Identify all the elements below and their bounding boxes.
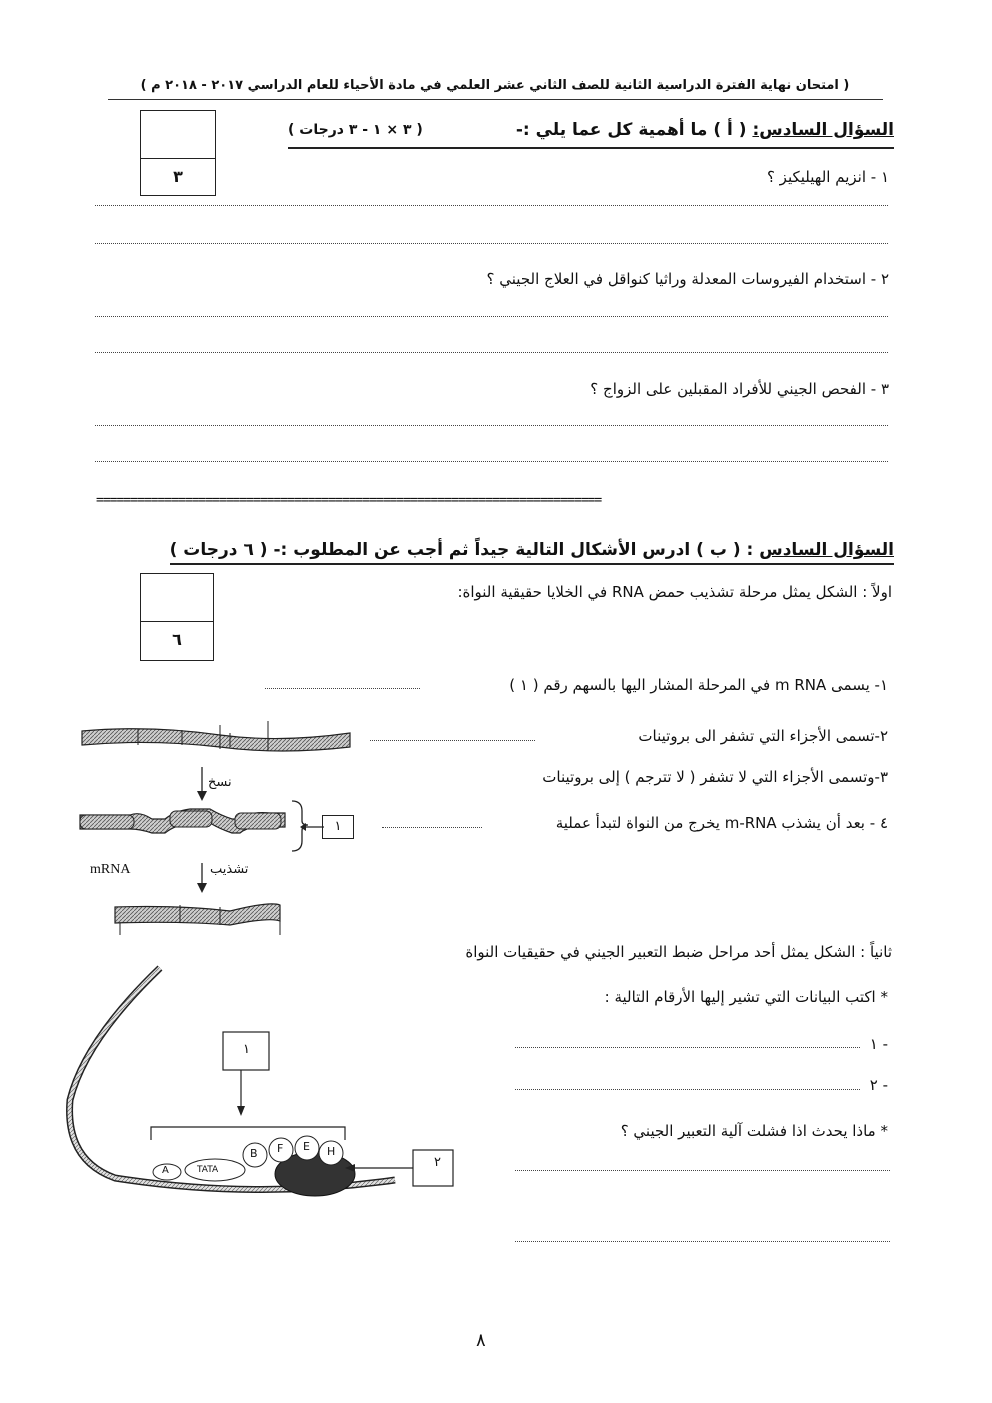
factor-label-h: H <box>327 1145 336 1158</box>
answer-line[interactable] <box>515 1047 860 1048</box>
arrow-1-box: ١ <box>322 815 354 839</box>
part1-item-3: ٣-وتسمى الأجزاء التي لا تشفر ( لا تترجم ) إلى بروتينات <box>542 768 888 786</box>
page-number: ٨ <box>476 1330 486 1351</box>
section-b-underline <box>170 563 894 565</box>
label-transcription: نسخ <box>208 775 232 790</box>
section-a-subtitle: ( أ ) ما أهمية كل عما يلي :- <box>515 120 747 140</box>
part2-question: * ماذا يحدث اذا فشلت آلية التعبير الجيني ؟ <box>620 1122 888 1140</box>
part1-item-4: ٤ - بعد أن يشذب m-RNA يخرج من النواة لتبدأ عملية <box>555 814 888 832</box>
answer-line[interactable] <box>95 425 888 426</box>
answer-line[interactable] <box>95 352 888 353</box>
part1-item-2: ٢-تسمى الأجزاء التي تشفر الى بروتينات <box>638 727 888 745</box>
answer-line[interactable] <box>95 243 888 244</box>
answer-line[interactable] <box>95 316 888 317</box>
complex-bracket <box>151 1127 345 1140</box>
section-b-title: السؤال السادس <box>759 540 894 560</box>
section-a-heading <box>516 120 894 140</box>
question-a2: ٢ - استخدام الفيروسات المعدلة وراثيا كنواقل في العلاج الجيني ؟ <box>486 270 889 288</box>
diagram2-label-2: ٢ <box>434 1155 441 1170</box>
diagram2-label-1: ١ <box>243 1042 250 1057</box>
gene-expression-diagram <box>55 960 465 1205</box>
mature-mrna-strand <box>115 904 280 925</box>
part1-item-1: ١- يسمى m RNA في المرحلة المشار اليها بالسهم رقم ( ١ ) <box>509 676 888 694</box>
part1-intro: اولاً : الشكل يمثل مرحلة تشذيب حمض RNA في الخلايا حقيقية النواة: <box>457 583 892 601</box>
tata-label: TATA <box>197 1165 219 1175</box>
dna-strand <box>70 968 395 1190</box>
exam-header: ( امتحان نهاية الفترة الدراسية الثانية للصف الثاني عشر العلمي في مادة الأحياء للعام الدراسي ٢٠١٧ - ٢٠١٨ م ) <box>140 78 850 93</box>
section-b-heading <box>170 540 894 560</box>
factor-label-a: A <box>162 1165 169 1176</box>
answer-line[interactable] <box>265 688 420 689</box>
answer-line[interactable] <box>370 740 535 741</box>
factor-label-f: F <box>277 1142 284 1155</box>
section-b-subtitle: : ( ب ) ادرس الأشكال التالية جيداً ثم أجب عن المطلوب :- ( ٦ درجات ) <box>169 540 754 560</box>
section-a-title: السؤال السادس: <box>752 120 894 140</box>
part2-intro: ثانياً : الشكل يمثل أحد مراحل ضبط التعبير الجيني في حقيقيات النواة <box>465 943 892 961</box>
grade-box-b <box>140 573 214 661</box>
blank-1-label: - ١ <box>869 1035 888 1053</box>
factor-label-e: E <box>303 1140 310 1153</box>
question-a1: ١ - انزيم الهيليكيز ؟ <box>766 168 889 186</box>
section-separator: ========================================================================== <box>96 493 602 508</box>
label-trimming: تشذيب <box>210 862 249 877</box>
section-a-underline <box>288 147 894 149</box>
arrow-left-icon <box>300 822 324 832</box>
answer-line[interactable] <box>515 1241 890 1242</box>
section-a-grade: ( ٣ × ١ - ٣ درجات ) <box>288 122 423 138</box>
answer-line[interactable] <box>382 827 482 828</box>
factor-label-b: B <box>250 1147 258 1160</box>
question-a3: ٣ - الفحص الجيني للأفراد المقبلين على الزواج ؟ <box>590 380 889 398</box>
pre-mrna-strand-top <box>82 729 350 751</box>
grade-box-a-score: ٣ <box>141 158 215 195</box>
answer-line[interactable] <box>515 1170 890 1171</box>
grade-box-a <box>140 110 216 196</box>
part2-instruction: * اكتب البيانات التي تشير إليها الأرقام التالية : <box>604 988 888 1006</box>
answer-line[interactable] <box>95 461 888 462</box>
blank-2-label: - ٢ <box>869 1076 888 1094</box>
answer-line[interactable] <box>95 205 888 206</box>
answer-line[interactable] <box>515 1089 860 1090</box>
header-rule <box>108 99 883 100</box>
grade-box-b-score: ٦ <box>141 621 213 660</box>
label-mrna: mRNA <box>90 862 131 877</box>
